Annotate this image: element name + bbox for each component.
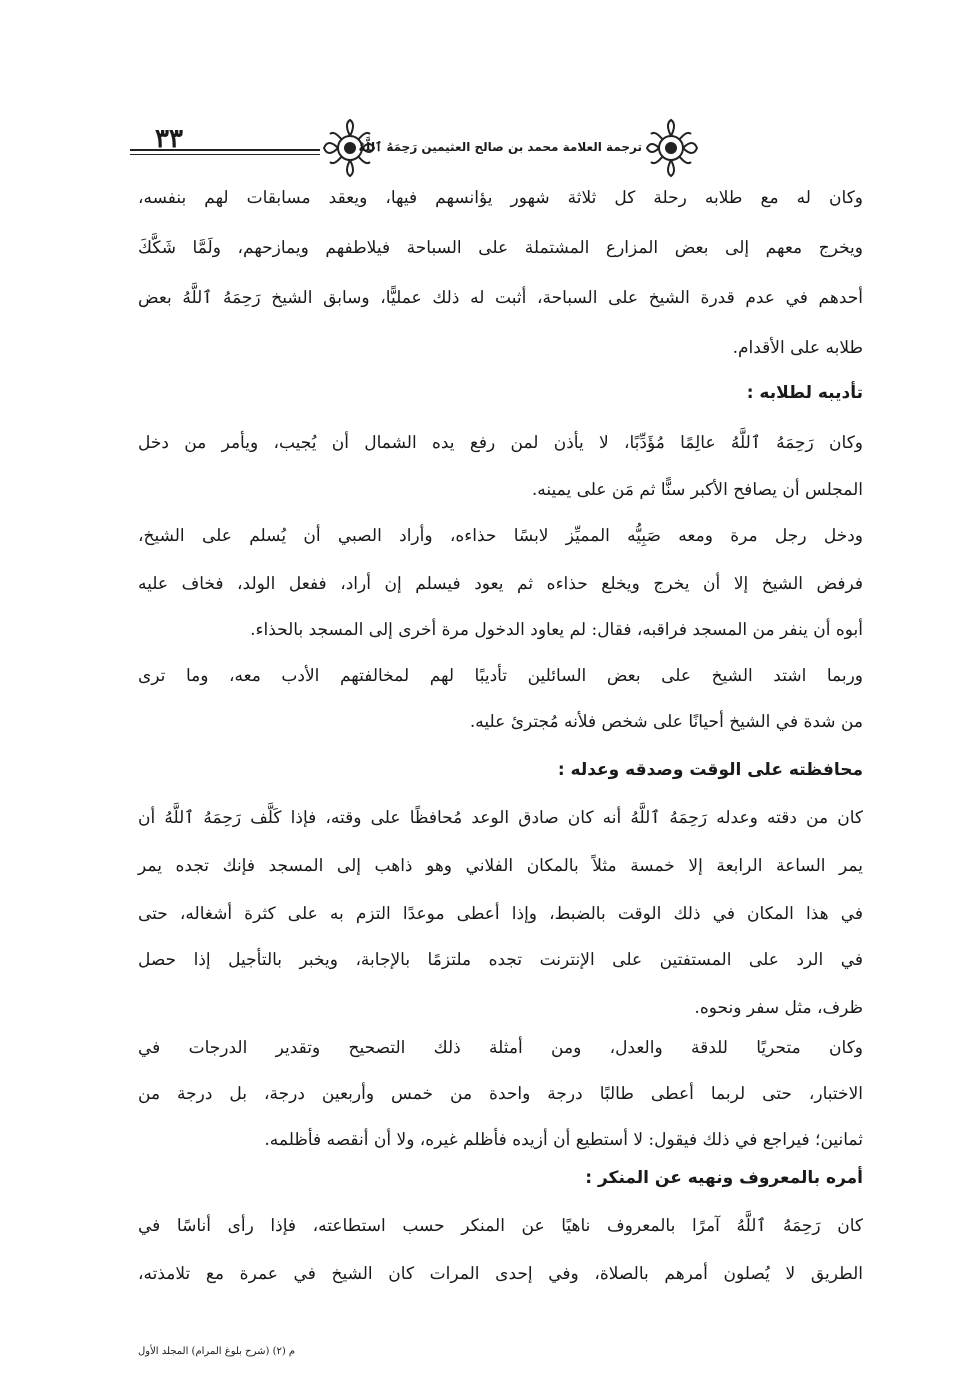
text-line: المجلس أن يصافح الأكبر سنًّا ثم مَن على يمينه.: [531, 480, 863, 500]
text-line: في الرد على المستفتين على الإنترنت تجده ملتزمًا بالإجابة، ويخبر بالتأجيل إذا حصل: [138, 950, 863, 970]
footer-signature: م (٢) (شرح بلوغ المرام) المجلد الأول: [138, 1346, 296, 1357]
text-line: وربما اشتد الشيخ على بعض السائلين تأديبًا لهم لمخالفتهم الأدب معه، وما ترى: [138, 666, 863, 686]
text-line: ثمانين؛ فيراجع في ذلك فيقول: لا أستطيع أن أزيده فأظلم غيره، ولا أن أنقصه فأظلمه.: [264, 1130, 863, 1150]
text-line: وكان له مع طلابه رحلة كل ثلاثة شهور يؤانسهم فيها، ويعقد مسابقات لهم بنفسه،: [138, 188, 863, 208]
text-line: كان من دقته وعدله رَحِمَهُ ٱللَّهُ أنه كان صادق الوعد مُحافظًا على وقته، فإذا كَلَّف رَحِمَهُ ٱللَّهُ أن: [138, 808, 863, 828]
text-line: طلابه على الأقدام.: [732, 338, 863, 358]
text-line: من شدة في الشيخ أحيانًا على شخص فلأنه مُجترئ عليه.: [469, 712, 863, 732]
text-line: الطريق لا يُصلون أمرهم بالصلاة، وفي إحدى المرات كان الشيخ في عمرة مع تلامذته،: [138, 1264, 863, 1284]
text-line: فرفض الشيخ إلا أن يخرج ويخلع حذاءه ثم يعود فيسلم إن أراد، ففعل الولد، فخاف عليه: [138, 574, 863, 594]
floral-ornament-icon: [645, 118, 701, 178]
header-title: ترجمة العلامة محمد بن صالح العثيمين رَحِمَهُ ٱللَّهُ: [358, 140, 642, 154]
section-heading: تأديبه لطلابه :: [746, 383, 863, 403]
text-line: ودخل رجل مرة ومعه صَبِيُّه المميِّز لابسًا حذاءه، وأراد الصبي أن يُسلم على الشيخ،: [138, 526, 863, 546]
section-heading: محافظته على الوقت وصدقه وعدله :: [557, 760, 863, 780]
running-header: [130, 118, 860, 178]
text-line: كان رَحِمَهُ ٱللَّهُ آمرًا بالمعروف ناهيًا عن المنكر حسب استطاعته، فإذا رأى أناسًا في: [138, 1216, 863, 1236]
text-line: وكان رَحِمَهُ ٱللَّهُ عالِمًا مُؤَدِّبًا، لا يأذن لمن رفع يده الشمال أن يُجيب، ويأمر من دخل: [138, 433, 863, 453]
text-line: في هذا المكان في ذلك الوقت بالضبط، وإذا أعطى موعدًا التزم به على كثرة أشغاله، حتى: [138, 904, 863, 924]
page-number: ٣٣: [155, 124, 183, 154]
text-line: يمر الساعة الرابعة إلا خمسة مثلاً بالمكان الفلاني وهو ذاهب إلى المسجد فإنك تجده يمر: [138, 856, 863, 876]
text-line: وكان متحريًا للدقة والعدل، ومن أمثلة ذلك التصحيح وتقدير الدرجات في: [138, 1038, 863, 1058]
header-rule-thin: [130, 154, 320, 155]
header-rule: [130, 149, 320, 151]
text-line: ويخرج معهم إلى بعض المزارع المشتملة على السباحة فيلاطفهم ويمازحهم، ولَمَّا شَكَّكَ: [138, 238, 863, 258]
section-heading: أمره بالمعروف ونهيه عن المنكر :: [585, 1168, 863, 1188]
text-line: أبوه أن ينفر من المسجد فراقبه، فقال: لم يعاود الدخول مرة أخرى إلى المسجد بالحذاء.: [250, 620, 863, 640]
text-line: ظرف، مثل سفر ونحوه.: [694, 998, 863, 1018]
text-line: الاختبار، حتى لربما أعطى طالبًا درجة واحدة من خمس وأربعين درجة، بل درجة من: [138, 1084, 863, 1104]
text-line: أحدهم في عدم قدرة الشيخ على السباحة، أثبت له ذلك عمليًّا، وسابق الشيخ رَحِمَهُ ٱللَّهُ بعض: [138, 288, 863, 308]
